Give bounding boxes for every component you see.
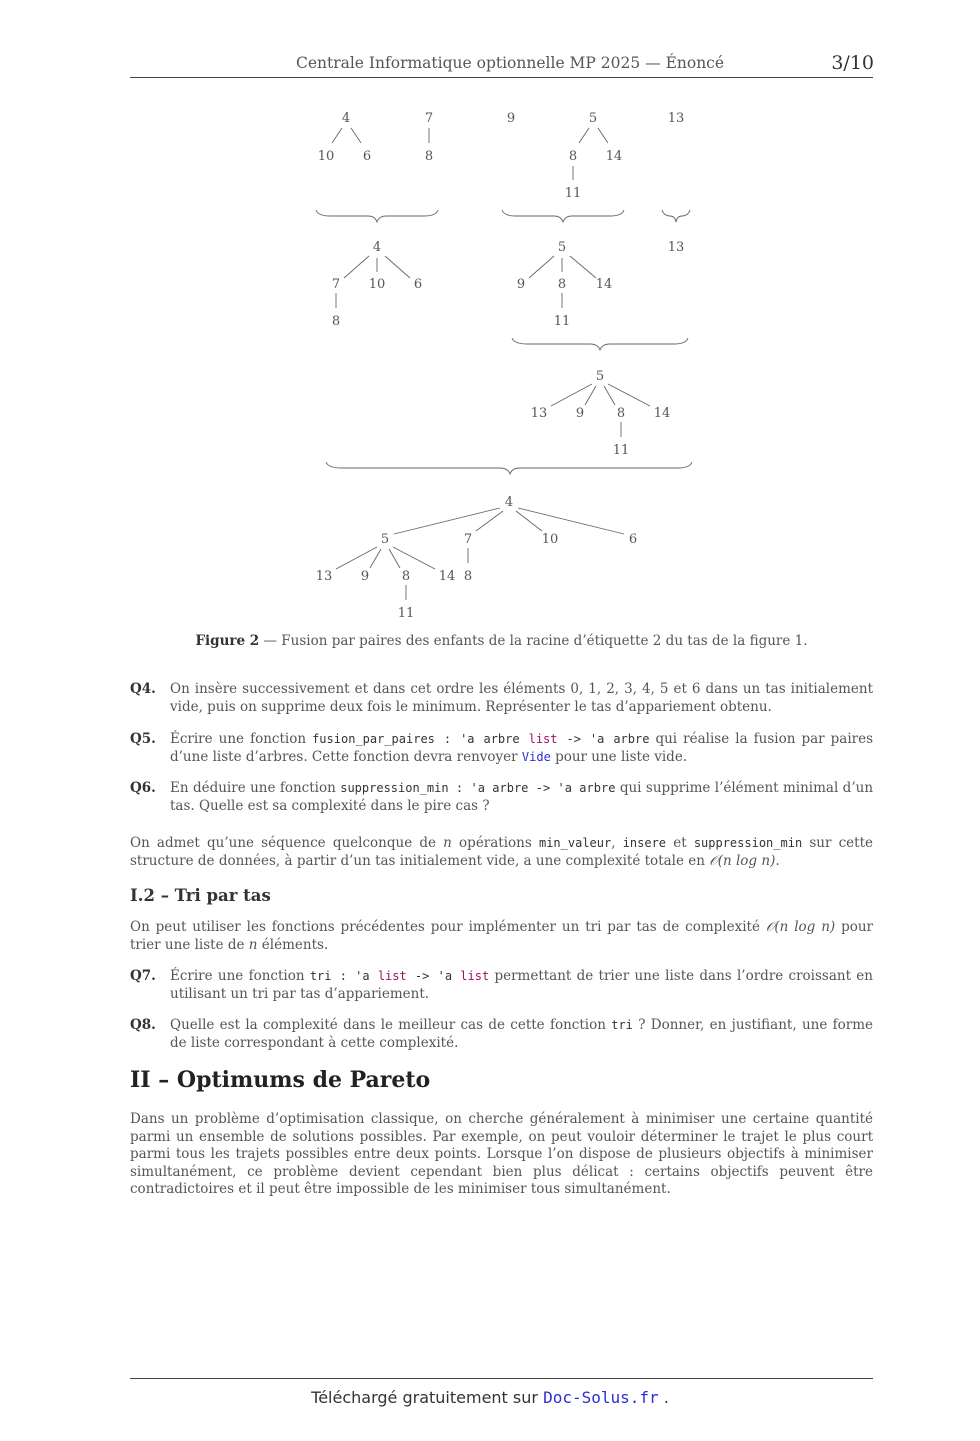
edge (570, 256, 596, 278)
question-q6 (130, 780, 873, 815)
node: 4 (341, 111, 351, 126)
edge (529, 256, 554, 278)
inline-code: insere (622, 836, 667, 850)
node: 11 (553, 314, 571, 329)
footer-text: . (658, 1388, 669, 1407)
footer (0, 1388, 980, 1407)
node: 6 (628, 532, 638, 547)
text-run: ? Donner, en justifiant, une forme de liste correspondant à cette complexité. (170, 1017, 873, 1051)
brace (512, 338, 688, 350)
node: 14 (438, 569, 456, 584)
text-run: et (666, 835, 694, 851)
text-run: qui supprime l’élément minimal d’un tas. Quelle est sa complexité dans le pire cas ? (170, 780, 874, 814)
figure-label: Figure 2 (195, 633, 260, 649)
node: 4 (504, 495, 514, 510)
figure-caption (130, 633, 873, 649)
node: 8 (557, 277, 567, 292)
inline-code-keyword: list (377, 969, 407, 983)
question-text (170, 1017, 873, 1052)
inline-code: -> 'a (406, 969, 461, 983)
text-run: En déduire une fonction (170, 780, 341, 796)
edge (394, 508, 500, 534)
node: 9 (360, 569, 370, 584)
section-title: II – Optimums de Pareto (130, 1067, 431, 1093)
inline-code-constructor: Vide (521, 749, 551, 764)
text-run: éléments. (257, 936, 329, 953)
question-number: Q5. (130, 731, 156, 747)
text-run: pour trier une liste de (130, 919, 874, 953)
node: 7 (331, 277, 341, 292)
text-run: Quelle est la complexité dans le meilleur cas de cette fonction (170, 1017, 612, 1033)
inline-code: min_valeur (538, 836, 612, 850)
pairing-merge-figure (0, 0, 980, 640)
node: 8 (463, 569, 473, 584)
node: 6 (362, 149, 372, 164)
inline-code-keyword: list (460, 969, 490, 983)
node: 6 (413, 277, 423, 292)
inline-code: fusion_par_paires : 'a arbre (312, 732, 529, 746)
row1-trees (318, 111, 685, 201)
footer-link[interactable]: Doc-Solus.fr (543, 1388, 659, 1407)
node: 7 (424, 111, 434, 126)
node: 5 (595, 369, 605, 384)
text-run: , (611, 835, 623, 851)
question-q5 (130, 731, 873, 766)
node: 9 (506, 111, 516, 126)
edge (608, 384, 650, 406)
node: 7 (463, 532, 473, 547)
edge (518, 508, 624, 534)
edge (579, 128, 589, 143)
brace (316, 210, 438, 222)
edge (370, 549, 381, 568)
node: 5 (557, 240, 567, 255)
text-run: permettant de trier une liste dans l’ordre croissant en utilisant un tri par tas d’appariement. (170, 968, 873, 1002)
node: 4 (372, 240, 382, 255)
node: 8 (568, 149, 578, 164)
node: 11 (397, 606, 415, 621)
node: 11 (564, 186, 582, 201)
question-text (170, 780, 873, 815)
inline-code: suppression_min : 'a arbre -> 'a arbre (340, 781, 616, 795)
node: 13 (667, 111, 685, 126)
section-ii-paragraph: Dans un problème d’optimisation classique, on cherche généralement à minimiser une certaine quantité parmi un ensemble de solutions possibles. Par exemple, on peut vouloir déterminer le trajet le plus court parmi tous les trajets possibles entre deux points. Lorsque l’on dispose de plusieurs objectifs à minimiser simultanément, ce problème devient cependant bien plus délicat : certains objectifs peuvent être contradictoires et il peut être impossible de les minimiser tous simultanément. (130, 1111, 873, 1197)
question-q7 (130, 968, 873, 1003)
section-i2-paragraph (130, 919, 873, 954)
edge (476, 511, 503, 531)
question-number: Q7. (130, 968, 156, 984)
question-text: On insère successivement et dans cet ordre les éléments 0, 1, 2, 3, 4, 5 et 6 dans un tas initialement vide, puis on supprime deux fois le minimum. Représenter le tas d’appariement obtenu. (170, 681, 873, 715)
brace (662, 210, 690, 222)
edge (351, 128, 361, 143)
inline-code: -> 'a arbre (557, 732, 650, 746)
node: 8 (331, 314, 341, 329)
question-number: Q6. (130, 780, 156, 796)
text-run: On admet qu’une séquence quelconque de (130, 835, 444, 851)
question-q4 (130, 681, 873, 716)
node: 8 (401, 569, 411, 584)
node: 14 (605, 149, 623, 164)
edge (344, 256, 369, 278)
brace (502, 210, 624, 222)
row3-tree (531, 369, 671, 458)
node: 9 (575, 406, 585, 421)
question-text (170, 968, 873, 1003)
page-number: 3/10 (831, 52, 874, 74)
text-run: sur cette structure de données, à partir d’un tas initialement vide, a une complexité totale en (130, 835, 873, 869)
text-run: On peut utiliser les fonctions précédentes pour implémenter un tri par tas de complexité (130, 919, 766, 935)
edge (393, 547, 435, 569)
row2-trees (332, 240, 684, 329)
section-ii-heading (130, 1067, 873, 1093)
node: 13 (315, 569, 333, 584)
node: 5 (588, 111, 598, 126)
math-complexity: 𝒪(n log n) (765, 919, 836, 935)
node: 8 (616, 406, 626, 421)
node: 8 (424, 149, 434, 164)
node: 10 (541, 532, 559, 547)
page-header-title: Centrale Informatique optionnelle MP 2025 — Énoncé (295, 54, 725, 72)
inline-code: tri (611, 1018, 633, 1032)
question-text (170, 731, 873, 766)
node: 5 (380, 532, 390, 547)
math-var: n (443, 835, 452, 851)
node: 14 (653, 406, 671, 421)
edge (385, 256, 410, 278)
text-run: qui réalise la fusion par paires d’une liste d’arbres. Cette fonction devra renvoyer (170, 731, 874, 765)
section-title: I.2 – Tri par tas (130, 886, 271, 905)
brace (326, 462, 692, 474)
footer-divider (130, 1378, 873, 1379)
node: 10 (317, 149, 335, 164)
node: 9 (516, 277, 526, 292)
inline-code: suppression_min (693, 836, 803, 850)
math-complexity: 𝒪(n log n) (709, 852, 776, 869)
text-run: Écrire une fonction (170, 968, 310, 984)
text-run: Écrire une fonction (170, 731, 313, 747)
figure-sep: — (259, 633, 282, 649)
edge (516, 511, 542, 531)
text-run: . (775, 852, 780, 869)
admet-paragraph (130, 835, 873, 870)
node: 14 (595, 277, 613, 292)
text-run: pour une liste vide. (550, 748, 688, 765)
section-i2-heading (130, 887, 873, 905)
edge (598, 128, 608, 143)
question-q8 (130, 1017, 873, 1052)
edge (585, 386, 596, 405)
edge (389, 549, 400, 568)
text-run: opérations (451, 835, 539, 851)
footer-text: Téléchargé gratuitement sur (311, 1388, 544, 1407)
node: 11 (612, 443, 630, 458)
question-number: Q4. (130, 681, 156, 697)
row4-tree (316, 495, 637, 621)
edge (332, 128, 342, 143)
math-var: n (248, 936, 258, 953)
inline-code-keyword: list (528, 732, 558, 746)
figure-caption-text: Fusion par paires des enfants de la racine d’étiquette 2 du tas de la figure 1. (281, 633, 808, 649)
question-number: Q8. (130, 1017, 156, 1033)
inline-code: tri : 'a (309, 969, 378, 983)
node: 10 (368, 277, 386, 292)
node: 13 (530, 406, 548, 421)
node: 13 (667, 240, 685, 255)
edge (604, 386, 615, 405)
